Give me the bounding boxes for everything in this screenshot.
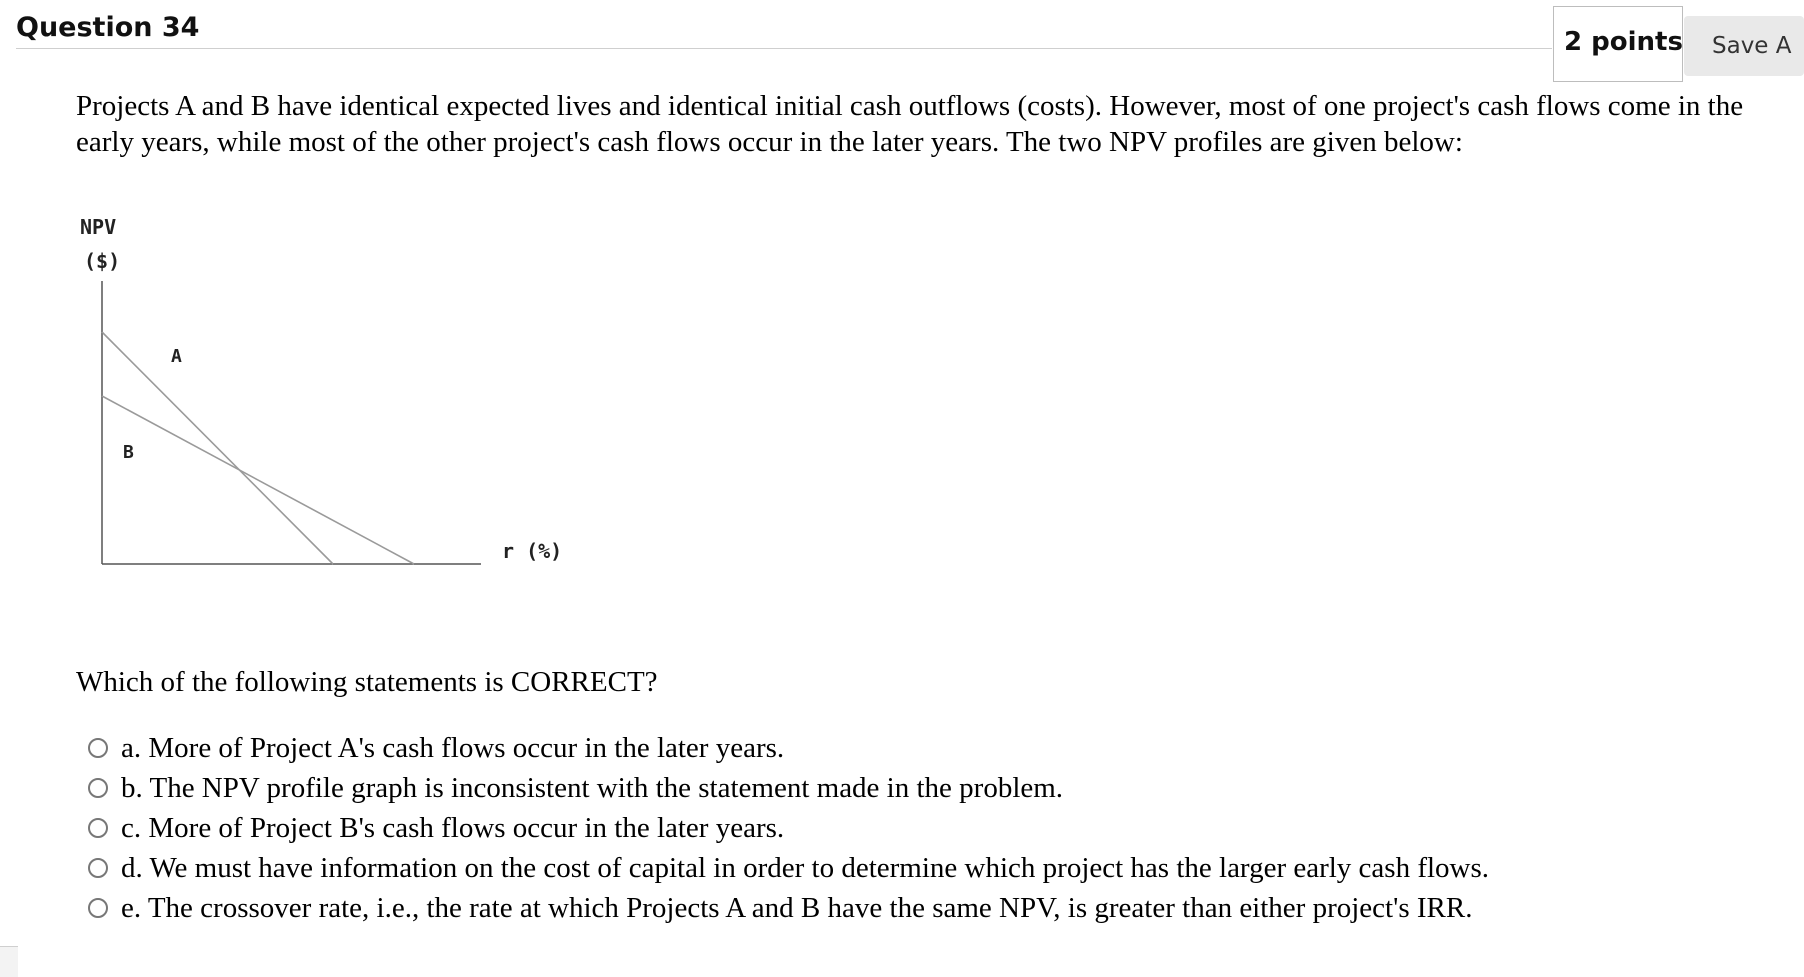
radio-option-e[interactable] [88, 898, 108, 918]
x-axis-label: r (%) [502, 539, 563, 563]
npv-profile-graph [70, 215, 590, 585]
points-box [1553, 6, 1683, 82]
radio-option-c[interactable] [88, 818, 108, 838]
option-d[interactable] [88, 848, 1768, 888]
radio-option-d[interactable] [88, 858, 108, 878]
option-b-label: b. The NPV profile graph is inconsistent with the statement made in the problem. [121, 771, 1064, 804]
answer-options [88, 728, 1768, 928]
question-title: Question 34 [16, 12, 200, 43]
header-divider [16, 48, 1552, 49]
question-header [0, 0, 1792, 90]
line-a-label: A [171, 346, 182, 367]
option-b[interactable] [88, 768, 1768, 808]
radio-option-b[interactable] [88, 778, 108, 798]
option-d-label: d. We must have information on the cost of capital in order to determine which project has the larger early cash flows. [121, 851, 1490, 884]
y-axis-label-npv: NPV [80, 215, 117, 239]
option-c[interactable] [88, 808, 1768, 848]
option-e-label: e. The crossover rate, i.e., the rate at which Projects A and B have the same NPV, is greater than either project's IRR. [121, 891, 1473, 924]
y-axis-label-unit: ($) [84, 249, 121, 273]
points-label: 2 points [1564, 27, 1683, 57]
question-prompt: Projects A and B have identical expected lives and identical initial cash outflows (costs). However, most of one project's cash flows come in the early years, while most of the other project's cash flows occur in the later years. The two NPV profiles are given below: [76, 90, 1744, 158]
npv-line-b [102, 396, 414, 564]
option-c-label: c. More of Project B's cash flows occur in the later years. [121, 811, 785, 844]
radio-option-a[interactable] [88, 738, 108, 758]
bottom-edge-fragment [0, 946, 18, 977]
line-b-label: B [123, 442, 134, 463]
save-answer-button[interactable]: Save A [1684, 16, 1804, 76]
option-a-label: a. More of Project A's cash flows occur in the later years. [121, 731, 785, 764]
npv-line-a [102, 332, 333, 564]
option-e[interactable] [88, 888, 1768, 928]
question-stem: Which of the following statements is CORRECT? [76, 666, 658, 698]
option-a[interactable] [88, 728, 1768, 768]
